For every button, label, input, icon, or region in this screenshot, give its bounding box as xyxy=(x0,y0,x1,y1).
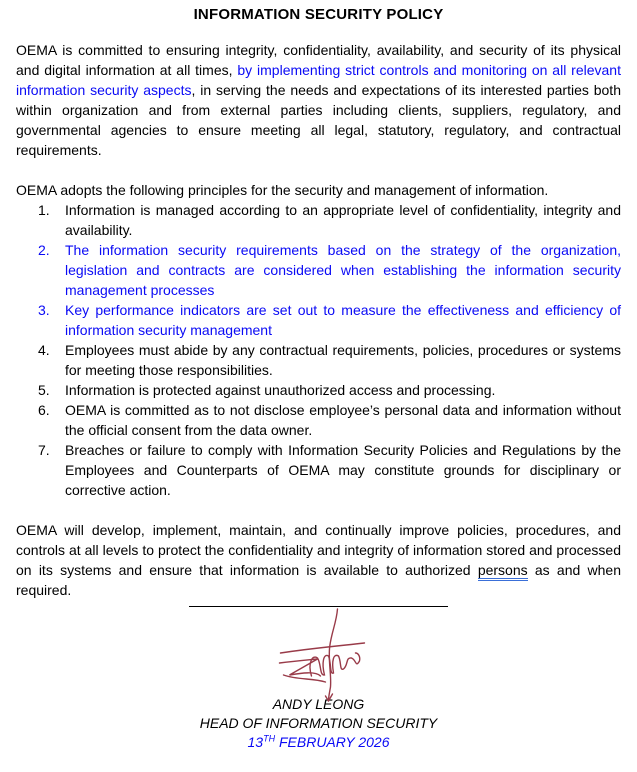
closing-paragraph xyxy=(16,520,621,600)
intro-segment: , in serving the needs and expectations of its interested parties both within organization and from external parties including clients, suppliers, regulatory, and governmental agencies to ensure meeting all legal, statutory, regulatory, and contractual requirements. xyxy=(16,82,621,158)
principle-item xyxy=(16,400,621,440)
signature-area xyxy=(16,606,621,692)
principle-item xyxy=(16,240,621,300)
principle-number: 3. xyxy=(38,302,50,318)
principle-number: 4. xyxy=(38,342,50,358)
principle-item xyxy=(16,340,621,380)
closing-text-before: OEMA will develop, implement, maintain, and continually improve policies, procedures, and controls at all levels to protect the confidentiality and integrity of information stored and processed on its systems and ensure that information is available to authorized xyxy=(16,522,621,578)
signature-date xyxy=(16,733,621,752)
principle-number: 6. xyxy=(38,402,50,418)
principle-text: Employees must abide by any contractual requirements, policies, procedures or systems for meeting those responsibilities. xyxy=(65,342,621,378)
principle-number: 7. xyxy=(38,442,50,458)
intro-paragraph xyxy=(16,40,621,160)
principle-number: 1. xyxy=(38,202,50,218)
principle-text: Breaches or failure to comply with Information Security Policies and Regulations by the Employees and Counterparts of OEMA may constitute grounds for disciplinary or corrective action. xyxy=(65,442,621,498)
principles-lead: OEMA adopts the following principles for the security and management of information. xyxy=(16,182,549,198)
principle-text: OEMA is committed as to not disclose employee’s personal data and information without the official consent from the data owner. xyxy=(65,402,621,438)
signatory-name: ANDY LEONG xyxy=(272,696,365,712)
principle-number: 5. xyxy=(38,382,50,398)
grammar-underlined-word: persons xyxy=(478,562,528,581)
principle-text: The information security requirements based on the strategy of the organization, legislation and contracts are considered when establishing the information security management processes xyxy=(65,242,621,298)
principle-text: Information is protected against unauthorized access and processing. xyxy=(65,382,496,398)
closing-text-after: as and when required. xyxy=(16,562,621,598)
principles-list xyxy=(16,200,621,500)
date-ordinal: TH xyxy=(263,733,276,744)
intro-segment: by implementing strict controls and monitoring on all relevant information security aspects xyxy=(16,62,621,98)
principle-item xyxy=(16,440,621,500)
principle-item xyxy=(16,300,621,340)
principle-item xyxy=(16,380,621,400)
date-rest: FEBRUARY 2026 xyxy=(275,734,390,750)
signature-scribble-icon xyxy=(267,605,379,705)
principle-text: Key performance indicators are set out to measure the effectiveness and efficiency of information security management xyxy=(65,302,621,338)
principle-item xyxy=(16,200,621,240)
intro-segment: OEMA is committed to ensuring integrity, confidentiality, availability, and security of its physical and digital information at all times, xyxy=(16,42,621,78)
principle-text: Information is managed according to an appropriate level of confidentiality, integrity and availability. xyxy=(65,202,621,238)
signatory-role: HEAD OF INFORMATION SECURITY xyxy=(199,715,438,731)
document-title: INFORMATION SECURITY POLICY xyxy=(193,6,444,23)
principle-number: 2. xyxy=(38,242,50,258)
date-day: 13 xyxy=(247,734,264,750)
